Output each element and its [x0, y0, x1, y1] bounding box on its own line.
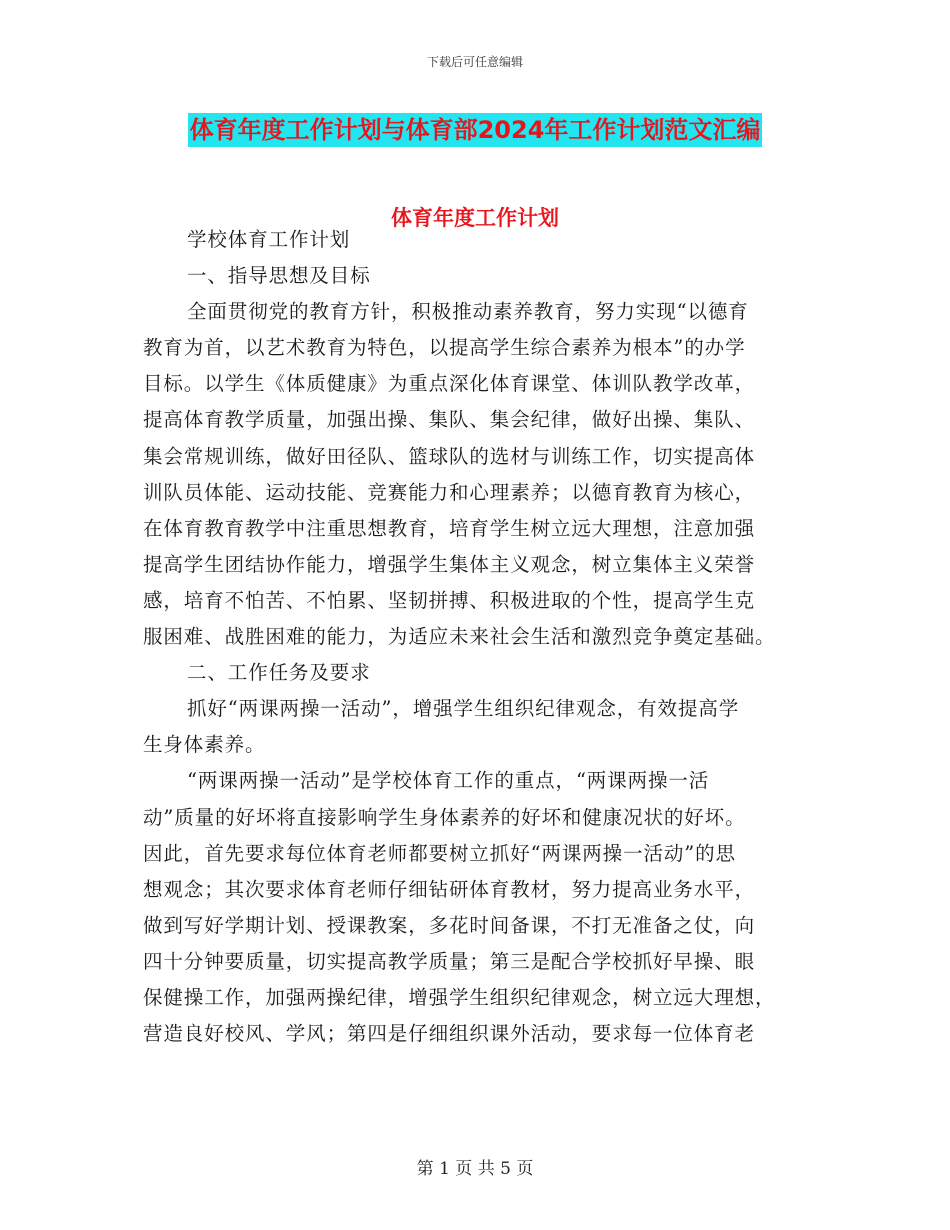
text-line: 全面贯彻党的教育方针，积极推动素养教育，努力实现“以德育 [187, 300, 749, 324]
text-line: 教育为首，以艺术教育为特色，以提高学生综合素养为根本”的办学 [143, 336, 746, 360]
text-line: 训队员体能、运动技能、竞赛能力和心理素养；以德育教育为核心， [143, 480, 756, 504]
text-line: 学校体育工作计划 [187, 228, 351, 251]
page-header-note: 下载后可任意编辑 [426, 55, 523, 69]
text-line: 目标。以学生《体质健康》为重点深化体育课堂、体训队教学改革， [143, 372, 756, 396]
text-line: 提高学生团结协作能力，增强学生集体主义观念，树立集体主义荣誉 [143, 552, 756, 576]
text-line: “两课两操一活动”是学校体育工作的重点，“两课两操一活 [187, 769, 710, 793]
document-body [143, 222, 823, 1052]
text-line: 保健操工作，加强两操纪律，增强学生组织纪律观念，树立远大理想， [143, 985, 776, 1009]
text-line: 二、工作任务及要求 [187, 661, 371, 685]
text-line: 抓好“两课两操一活动”，增强学生组织纪律观念，有效提高学 [187, 697, 740, 721]
text-line: 四十分钟要质量，切实提高教学质量；第三是配合学校抓好早操、眼 [143, 949, 756, 973]
section-title: 体育年度工作计划 [391, 206, 559, 230]
text-line: 感，培育不怕苦、不怕累、坚韧拼搏、积极进取的个性，提高学生克 [143, 588, 756, 612]
text-line: 做到写好学期计划、授课教案，多花时间备课，不打无准备之仗，向 [143, 913, 756, 937]
document-title: 体育年度工作计划与体育部2024年工作计划范文汇编 [188, 113, 763, 147]
text-line: 在体育教育教学中注重思想教育，培育学生树立远大理想，注意加强 [143, 516, 756, 540]
text-line: 一、指导思想及目标 [187, 264, 371, 288]
text-line: 生身体素养。 [143, 733, 266, 757]
text-line: 集会常规训练，做好田径队、篮球队的选材与训练工作，切实提高体 [143, 444, 756, 468]
text-line: 想观念；其次要求体育老师仔细钻研体育教材，努力提高业务水平， [143, 877, 756, 901]
page-footer: 第 1 页 共 5 页 [416, 1159, 534, 1179]
text-line: 服困难、战胜困难的能力，为适应未来社会生活和激烈竞争奠定基础。 [143, 625, 776, 649]
text-line: 动”质量的好坏将直接影响学生身体素养的好坏和健康况状的好坏。 [143, 805, 746, 829]
text-line: 因此，首先要求每位体育老师都要树立抓好“两课两操一活动”的思 [143, 841, 736, 865]
text-line: 提高体育教学质量，加强出操、集队、集会纪律，做好出操、集队、 [143, 408, 756, 432]
document-title-container [0, 113, 950, 147]
text-line: 营造良好校风、学风；第四是仔细组织课外活动，要求每一位体育老 [143, 1022, 756, 1046]
